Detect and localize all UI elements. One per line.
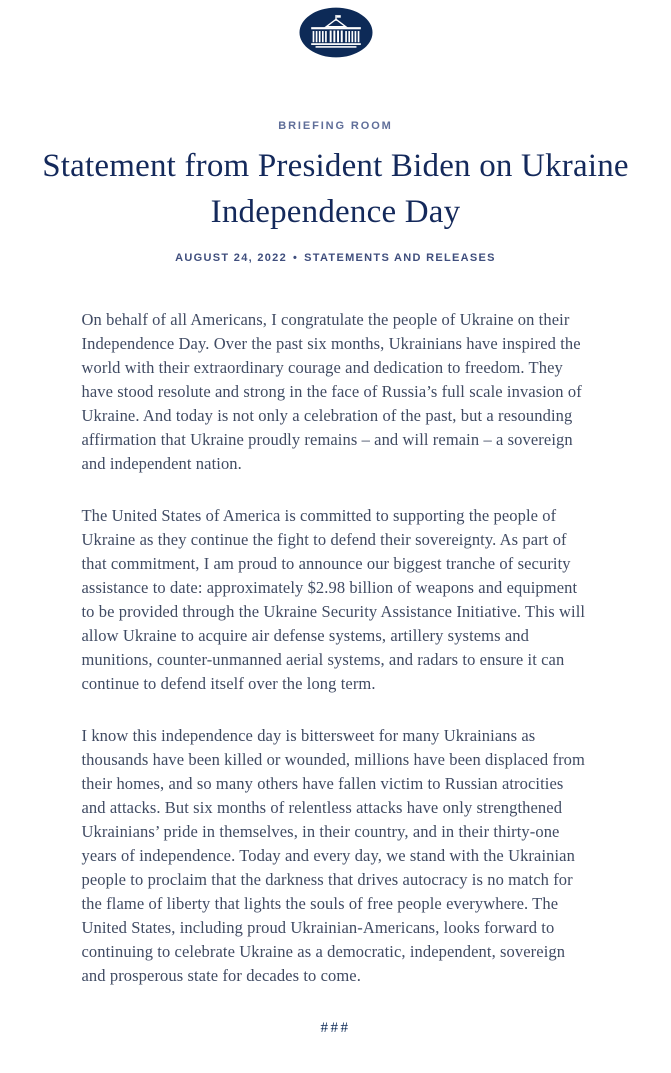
article-date: AUGUST 24, 2022 bbox=[175, 252, 287, 265]
white-house-logo-icon bbox=[299, 7, 373, 58]
article-meta bbox=[0, 252, 671, 264]
breadcrumb bbox=[0, 120, 671, 132]
meta-separator-dot: • bbox=[293, 252, 299, 265]
white-house-logo[interactable] bbox=[299, 7, 373, 58]
statement-paragraph: On behalf of all Americans, I congratulate the people of Ukraine on their Independence Day. Over the past six months, Ukrainians have inspired the world with their extraordinary courage and dedication to freedom. They have stood resolute and strong in the face of Russia’s full scale invasion of Ukraine. And today is not only a celebration of the past, but a resounding affirmation that Ukraine proudly remains – and will remain – a sovereign and independent nation. bbox=[81, 310, 582, 474]
briefing-room-link[interactable]: BRIEFING ROOM bbox=[278, 120, 393, 132]
page-title: Statement from President Biden on Ukraine Independence Day bbox=[42, 148, 629, 230]
statement-body bbox=[82, 308, 590, 1073]
masthead bbox=[0, 0, 671, 63]
end-mark: ### bbox=[320, 1020, 351, 1037]
statement-paragraph: I know this independence day is bittersweet for many Ukrainians as thousands have been killed or wounded, millions have been displaced from their homes, and so many others have fallen victim to Russian atrocities and attacks. But six months of relentless attacks have only strengthened Ukrainians’ pride in themselves, in their country, and in their thirty-one years of independence. Today and every day, we stand with the Ukrainian people to proclaim that the darkness that drives autocracy is no match for the flame of liberty that lights the souls of free people everywhere. The United States, including proud Ukrainian-Americans, looks forward to continuing to celebrate Ukraine as a democratic, independent, sovereign and prosperous state for decades to come. bbox=[81, 726, 585, 986]
category-link[interactable]: STATEMENTS AND RELEASES bbox=[304, 252, 496, 265]
statement-paragraph: The United States of America is committed to supporting the people of Ukraine as they continue the fight to defend their sovereignty. As part of that commitment, I am proud to announce our biggest tranche of security assistance to date: approximately $2.98 billion of weapons and equipment to be provided through the Ukraine Security Assistance Initiative. This will allow Ukraine to acquire air defense systems, artillery systems and munitions, counter-unmanned aerial systems, and radars to ensure it can continue to defend itself over the long term. bbox=[81, 506, 586, 694]
